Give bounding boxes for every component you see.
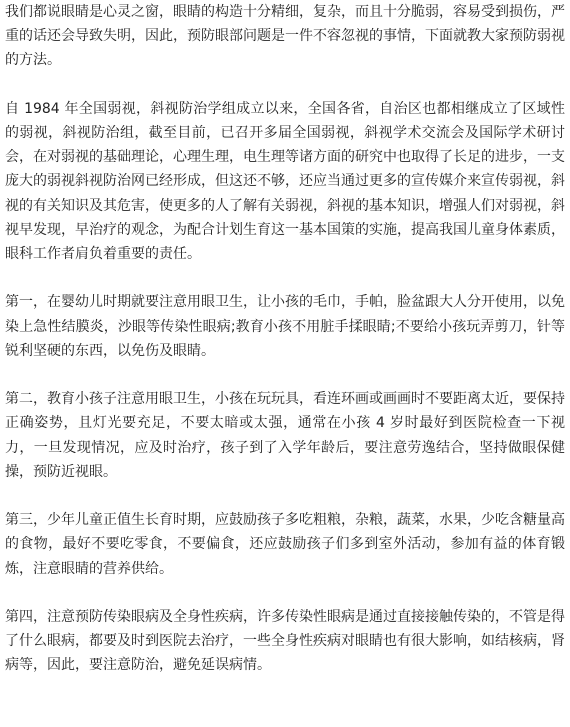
article-body	[5, 0, 565, 678]
paragraph-tip-4: 第四，注意预防传染眼病及全身性疾病，许多传染性眼病是通过直接接触传染的，不管是得了什么眼病，都要及时到医院去治疗，一些全身性疾病对眼睛也有很大影响，如结核病，肾病等，因此，要注意防治，避免延误病情。	[5, 609, 565, 674]
paragraph-tip-3: 第三，少年儿童正值生长育时期，应鼓励孩子多吃粗粮，杂粮，蔬菜，水果，少吃含糖量高的食物，最好不要吃零食，不要偏食，还应鼓励孩子们多到室外活动，参加有益的体育锻炼，注意眼睛的营养供给。	[5, 512, 565, 577]
paragraph-tip-2: 第二，教育小孩子注意用眼卫生，小孩在玩玩具，看连环画或画画时不要距离太近，要保持正确姿势，且灯光要充足，不要太暗或太强，通常在小孩 4 岁时最好到医院检查一下视力，一旦发现情况，应及时治疗，孩子到了入学年龄后，要注意劳逸结合，坚持做眼保健操，预防近视眼。	[5, 391, 565, 480]
paragraph-history: 自 1984 年全国弱视，斜视防治学组成立以来，全国各省，自治区也都相继成立了区域性的弱视，斜视防治组，截至目前，已召开多届全国弱视，斜视学术交流会及国际学术研讨会，在对弱视的基础理论，心理生理，电生理等诸方面的研究中也取得了长足的进步，一支庞大的弱视斜视防治网已经形成，但这还不够，还应当通过更多的宣传媒介来宣传弱视，斜视的有关知识及其危害，使更多的人了解有关弱视，斜视的基本知识，增强人们对弱视，斜视早发现，早治疗的观念，为配合计划生育这一基本国策的实施，提高我国儿童身体素质，眼科工作者肩负着重要的责任。	[5, 100, 565, 263]
paragraph-tip-1: 第一，在婴幼儿时期就要注意用眼卫生，让小孩的毛巾，手帕，脸盆跟大人分开使用，以免染上急性结膜炎，沙眼等传染性眼病;教育小孩不用脏手揉眼睛;不要给小孩玩弄剪刀，针等锐利坚硬的东西，以免伤及眼睛。	[5, 294, 565, 359]
paragraph-intro: 我们都说眼睛是心灵之窗，眼睛的构造十分精细，复杂，而且十分脆弱，容易受到损伤，严重的话还会导致失明，因此，预防眼部问题是一件不容忽视的事情，下面就教大家预防弱视的方法。	[5, 4, 565, 69]
